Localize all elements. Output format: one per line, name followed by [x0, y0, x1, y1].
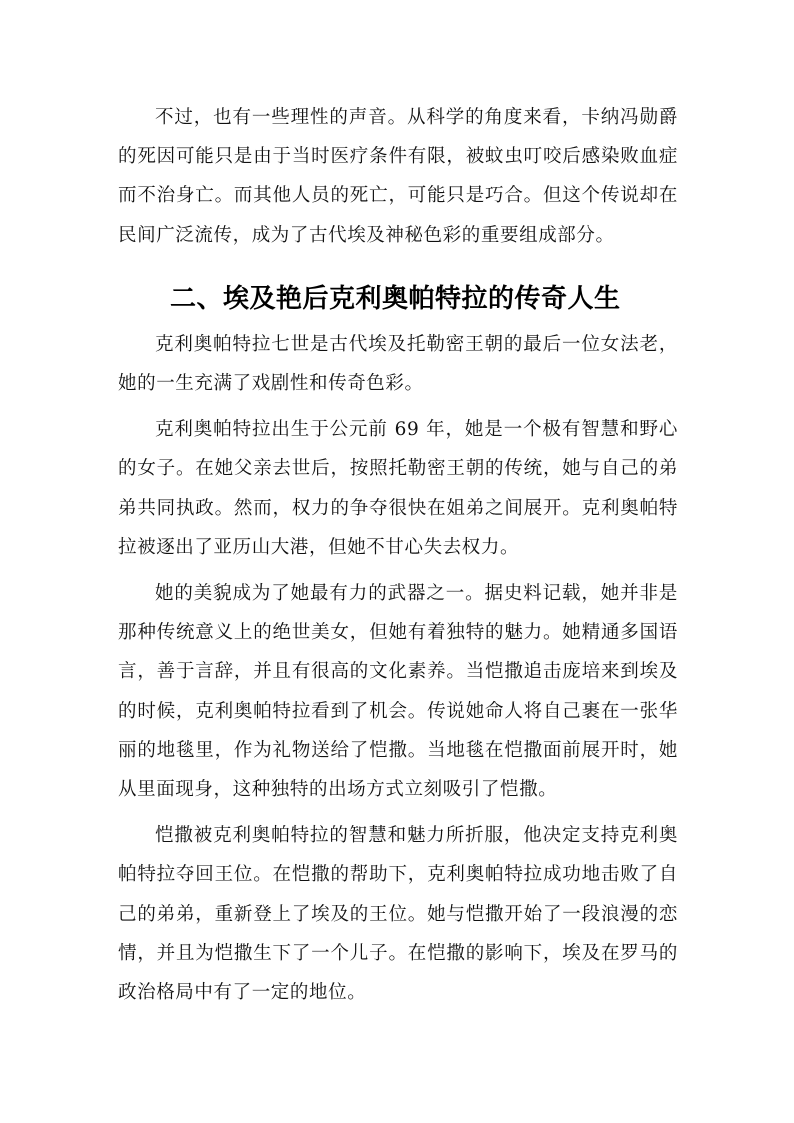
paragraph-intro: 克利奥帕特拉七世是古代埃及托勒密王朝的最后一位女法老，她的一生充满了戏剧性和传奇色彩。 — [118, 333, 678, 395]
paragraph-charm: 她的美貌成为了她最有力的武器之一。据史料记载，她并非是那种传统意义上的绝世美女，但她有着独特的魅力。她精通多国语言，善于言辞，并且有很高的文化素养。当恺撒追击庞培来到埃及的时候，克利奥帕特拉看到了机会。传说她命人将自己裹在一张华丽的地毯里，作为礼物送给了恺撒。当地毯在恺撒面前展开时，她从里面现身，这种独特的出场方式立刻吸引了恺撒。 — [118, 583, 678, 801]
section-heading: 二、埃及艳后克利奥帕特拉的传奇人生 — [170, 283, 621, 314]
paragraph-caesar: 恺撒被克利奥帕特拉的智慧和魅力所折服，他决定支持克利奥帕特拉夺回王位。在恺撒的帮助下，克利奥帕特拉成功地击败了自己的弟弟，重新登上了埃及的王位。她与恺撒开始了一段浪漫的恋情，并且为恺撒生下了一个儿子。在恺撒的影响下，埃及在罗马的政治格局中有了一定的地位。 — [118, 825, 678, 1004]
paragraph-birth: 克利奥帕特拉出生于公元前 69 年，她是一个极有智慧和野心的女子。在她父亲去世后，按照托勒密王朝的传统，她与自己的弟弟共同执政。然而，权力的争夺很快在姐弟之间展开。克利奥帕特拉被逐出了亚历山大港，但她不甘心失去权力。 — [118, 419, 678, 558]
document-body — [118, 98, 678, 1012]
paragraph-carnarvon-death: 不过，也有一些理性的声音。从科学的角度来看，卡纳冯勋爵的死因可能只是由于当时医疗条件有限，被蚊虫叮咬后感染败血症而不治身亡。而其他人员的死亡，可能只是巧合。但这个传说却在民间广泛流传，成为了古代埃及神秘色彩的重要组成部分。 — [118, 107, 678, 246]
